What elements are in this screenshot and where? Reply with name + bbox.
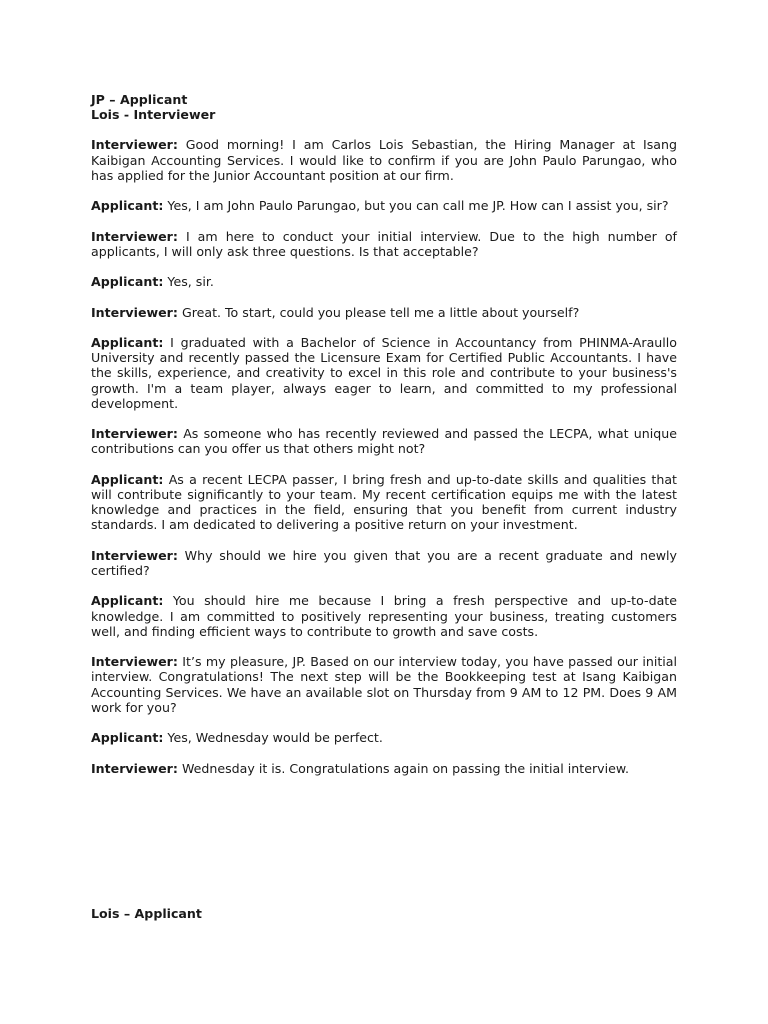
speaker-label: Applicant: (91, 198, 164, 214)
dialogue-turn (91, 305, 677, 320)
speaker-label: Interviewer: (91, 760, 178, 776)
role-line-interviewer: Lois - Interviewer (91, 107, 216, 123)
dialogue-turn (91, 335, 677, 411)
speaker-label: Interviewer: (91, 426, 178, 442)
turn-text: As a recent LECPA passer, I bring fresh and up-to-date skills and qualities that will contribute significantly to your team. My recent certification equips me with the latest knowledge and practices in the field, ensuring that you benefit from current industry standards. I am dedicated to delivering a positive return on your investment. (91, 471, 677, 533)
next-section-heading: Lois – Applicant (91, 906, 202, 921)
dialogue-turn (91, 198, 677, 213)
document-page (91, 92, 677, 791)
speaker-label: Applicant: (91, 593, 164, 609)
dialogue-turn (91, 137, 677, 183)
dialogue (91, 137, 677, 775)
turn-text: You should hire me because I bring a fresh perspective and up-to-date knowledge. I am committed to positively representing your business, treating customers well, and finding efficient ways to contribute to growth and save costs. (91, 593, 677, 639)
dialogue-turn (91, 654, 677, 715)
dialogue-turn (91, 593, 677, 639)
dialogue-turn (91, 274, 677, 289)
turn-text: Why should we hire you given that you are a recent graduate and newly certified? (91, 547, 677, 578)
turn-text: I am here to conduct your initial interview. Due to the high number of applicants, I will only ask three questions. Is that acceptable? (91, 228, 677, 259)
turn-text: Wednesday it is. Congratulations again on passing the initial interview. (181, 760, 629, 776)
turn-text: Yes, I am John Paulo Parungao, but you can call me JP. How can I assist you, sir? (167, 198, 669, 214)
speaker-label: Interviewer: (91, 654, 178, 670)
turn-text: Yes, sir. (167, 274, 214, 290)
speaker-label: Interviewer: (91, 304, 178, 320)
turn-text: I graduated with a Bachelor of Science in Accountancy from PHINMA-Araullo University and recently passed the Licensure Exam for Certified Public Accountants. I have the skills, experience, and creativity to excel in this role and contribute to your business's growth. I'm a team player, always eager to learn, and committed to my professional development. (91, 334, 677, 411)
speaker-label: Applicant: (91, 274, 164, 290)
speaker-label: Applicant: (91, 730, 164, 746)
speaker-label: Applicant: (91, 334, 164, 350)
role-line-applicant: JP – Applicant (91, 92, 188, 107)
turn-text: Good morning! I am Carlos Lois Sebastian, the Hiring Manager at Isang Kaibigan Accounting Services. I would like to confirm if you are John Paulo Parungao, who has applied for the Junior Accountant position at our firm. (91, 137, 677, 183)
turn-text: Yes, Wednesday would be perfect. (167, 730, 383, 746)
dialogue-turn (91, 730, 677, 745)
turn-text: Great. To start, could you please tell me a little about yourself? (181, 304, 580, 320)
speaker-label: Applicant: (91, 471, 164, 487)
dialogue-turn (91, 472, 677, 533)
turn-text: As someone who has recently reviewed and passed the LECPA, what unique contributions can you offer us that others might not? (91, 426, 677, 457)
speaker-label: Interviewer: (91, 228, 178, 244)
dialogue-turn (91, 548, 677, 578)
speaker-label: Interviewer: (91, 137, 178, 153)
dialogue-turn (91, 761, 677, 776)
dialogue-turn (91, 229, 677, 259)
speaker-label: Interviewer: (91, 547, 178, 563)
dialogue-turn (91, 426, 677, 456)
turn-text: It’s my pleasure, JP. Based on our interview today, you have passed our initial interview. Congratulations! The next step will be the Bookkeeping test at Isang Kaibigan Accounting Services. We have an available slot on Thursday from 9 AM to 12 PM. Does 9 AM work for you? (91, 654, 677, 715)
roles-header (91, 92, 677, 122)
